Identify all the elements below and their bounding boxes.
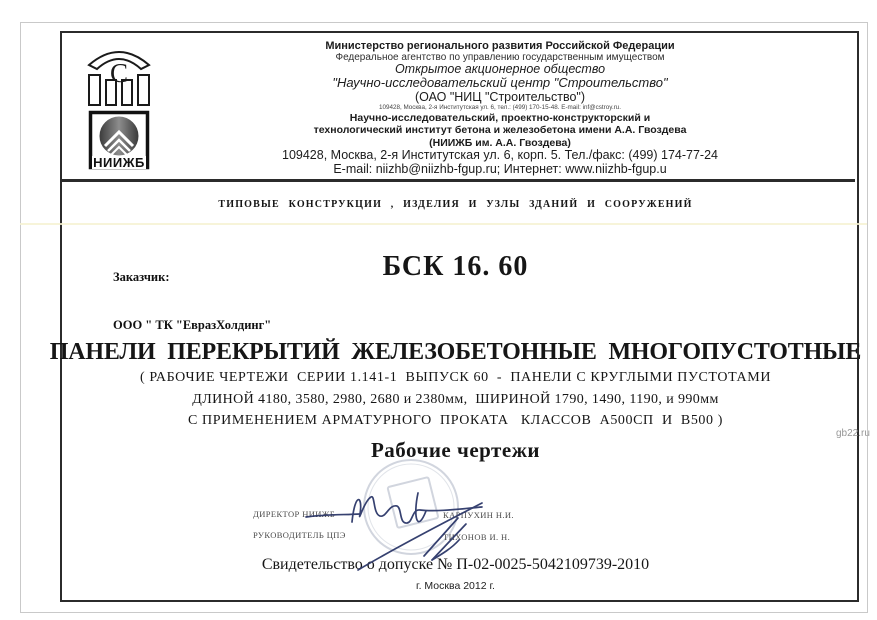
address-line: 109428, Москва, 2-я Институтская ул. 6, корп. 5. Тел./факс: (499) 174-77-24 <box>282 148 718 162</box>
document-code: БСК 16. 60 <box>382 251 529 282</box>
contacts-line: E-mail: niizhb@niizhb-fgup.ru; Интернет: www.niizhb-fgup.u <box>333 162 667 176</box>
main-title: ПАНЕЛИ ПЕРЕКРЫТИЙ ЖЕЛЕЗОБЕТОННЫЕ МНОГОПУСТОТНЫЕ <box>49 339 862 365</box>
oao-line-3: (ОАО "НИЦ "Строительство") <box>414 90 586 104</box>
signature-role-director: ДИРЕКТОР НИИЖБ <box>253 509 336 519</box>
ministry-line: Министерство регионального развития Российской Федерации <box>325 40 675 52</box>
small-address-line: 109428, Москва, 2-я Институтская ул. 6, тел.: (499) 170-15-48. E-mail: inf@cstroy.ru. <box>378 104 622 111</box>
signature-name-karpukhin: КАРПУХИН Н.И. <box>443 510 514 520</box>
oao-line-2: "Научно-исследовательский центр "Строительство" <box>332 75 668 90</box>
logo-c-letter: С <box>109 58 129 88</box>
oao-line-1: Открытое акционерное общество <box>394 62 606 76</box>
signature-name-tikhonov: ТИХОНОВ И. Н. <box>443 532 511 542</box>
watermark-text: gb22.ru <box>836 428 870 439</box>
institute-line-2: технологический институт бетона и железобетона имени А.А. Гвоздева <box>313 124 687 136</box>
place-year-line: г. Москва 2012 г. <box>416 580 495 592</box>
customer-label: Заказчик: <box>113 270 170 284</box>
customer-name: ООО " ТК "ЕвразХолдинг" <box>113 318 272 332</box>
subtitle-line-1: ( РАБОЧИЕ ЧЕРТЕЖИ СЕРИИ 1.141-1 ВЫПУСК 60 - ПАНЕЛИ С КРУГЛЫМИ ПУСТОТАМИ <box>139 370 772 385</box>
series-heading: ТИПОВЫЕ КОНСТРУКЦИИ , ИЗДЕЛИЯ И УЗЛЫ ЗДАНИЙ И СООРУЖЕНИЙ <box>218 199 693 210</box>
subtitle-line-2: ДЛИНОЙ 4180, 3580, 2980, 2680 и 2380мм, ШИРИНОЙ 1790, 1490, 1190, и 990мм <box>192 392 719 407</box>
institute-line-3: (НИИЖБ им. А.А. Гвоздева) <box>429 137 571 149</box>
header-separator-line <box>62 179 855 182</box>
institute-line-1: Научно-исследовательский, проектно-конструкторский и <box>349 112 651 124</box>
subtitle-line-3: С ПРИМЕНЕНИЕМ АРМАТУРНОГО ПРОКАТА КЛАССОВ А500СП И В500 ) <box>188 413 723 428</box>
signature-role-supervisor: РУКОВОДИТЕЛЬ ЦПЭ <box>253 530 346 540</box>
agency-line: Федеральное агентство по управлению государственным имуществом <box>335 52 665 63</box>
certificate-line: Свидетельство о допуске № П-02-0025-5042109739-2010 <box>261 556 650 573</box>
doc-type-title: Рабочие чертежи <box>370 438 541 462</box>
logo-niizhb-label: НИИЖБ <box>93 155 145 170</box>
handwritten-signatures-icon <box>300 478 560 578</box>
scan-artifact-line <box>20 223 867 225</box>
